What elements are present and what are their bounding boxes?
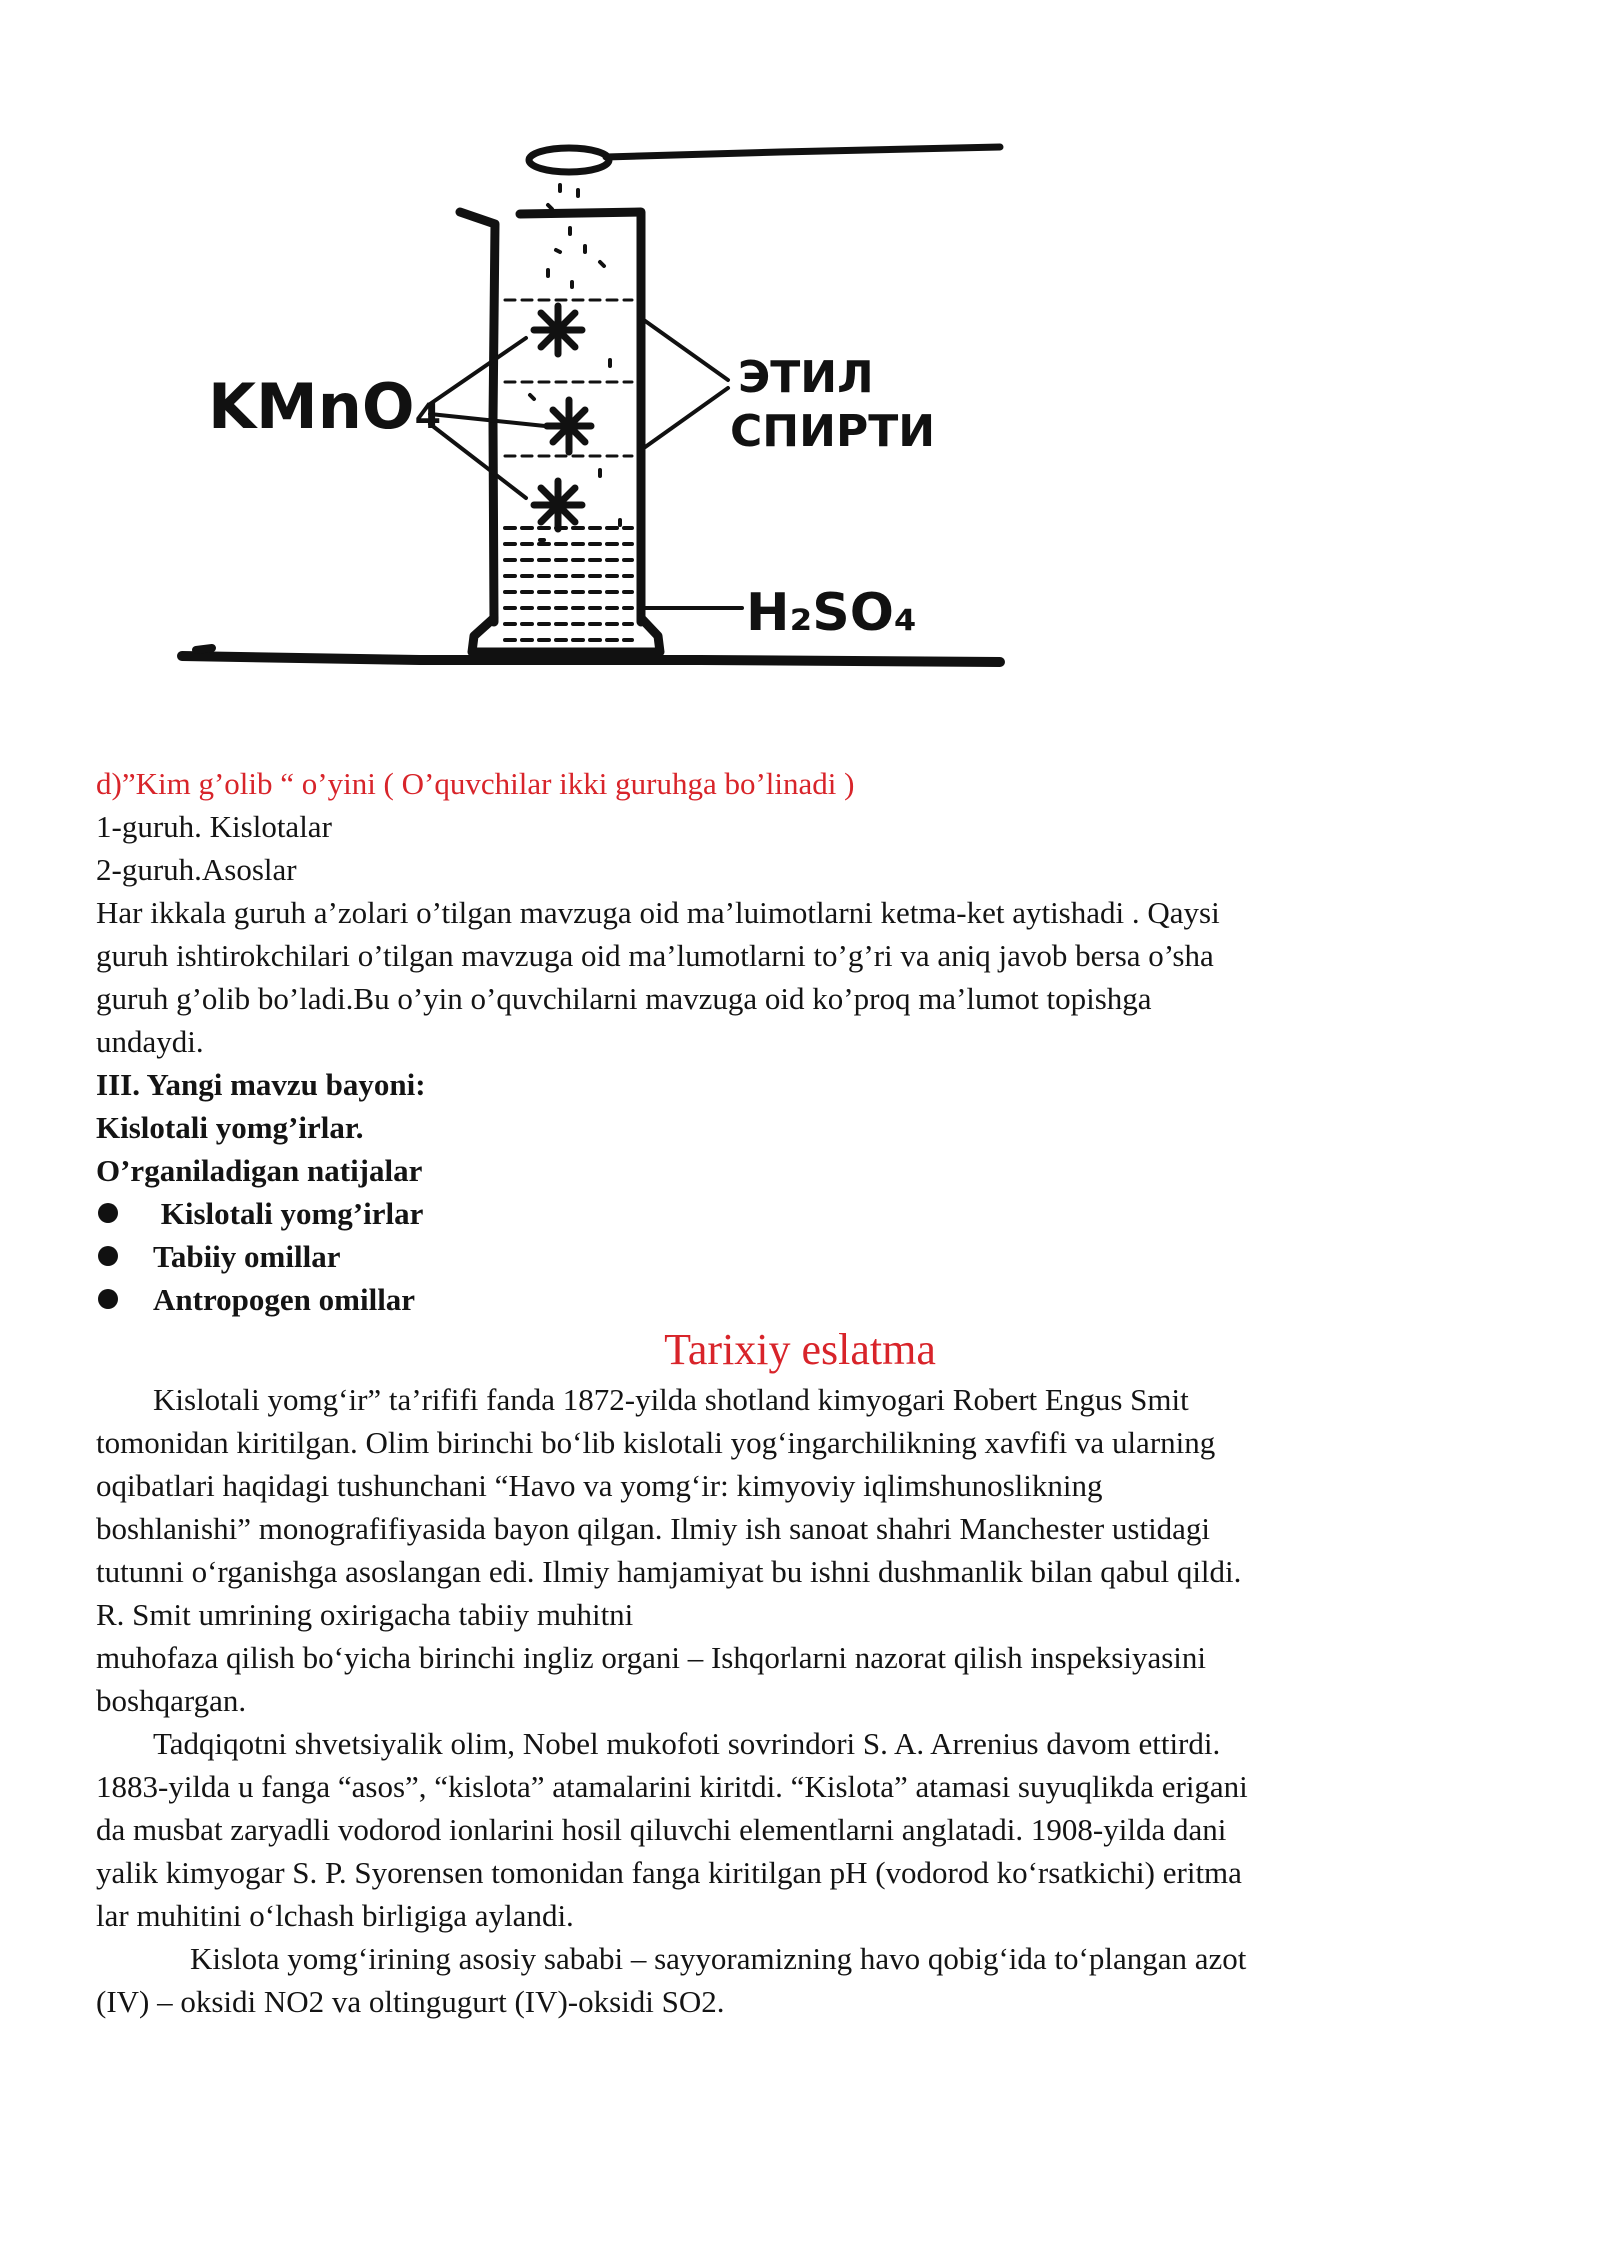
- paragraph-line: da musbat zaryadli vodorod ionlarini hosil qiluvchi elementlarni anglatadi. 1908-yilda dani: [96, 1812, 1227, 1847]
- paragraph-line: (IV) – oksidi NO2 va oltingugurt (IV)-oksidi SO2.: [96, 1984, 725, 2019]
- list-item: [96, 1235, 1576, 1278]
- paragraph-line: muhofaza qilish bo‘yicha birinchi ingliz organi – Ishqorlarni nazorat qilish inspeksiyasini: [96, 1640, 1207, 1675]
- label-pointer-lines: [430, 318, 742, 608]
- ethyl-alcohol-label-line1: ЭТИЛ: [738, 352, 874, 403]
- list-item-label: Antropogen omillar: [153, 1282, 416, 1317]
- paragraph-line: Tadqiqotni shvetsiyalik olim, Nobel mukofoti sovrindori S. A. Arrenius davom ettirdi.: [153, 1726, 1221, 1761]
- liquid-h2so4: [505, 300, 632, 640]
- bullet-icon: [98, 1203, 118, 1223]
- paragraph-line: Kislota yomg‘irining asosiy sababi – sayyoramizning havo qobig‘ida to‘plangan azot: [190, 1941, 1247, 1976]
- list-item-label: Tabiiy omillar: [153, 1239, 341, 1274]
- bullet-icon: [98, 1289, 118, 1309]
- game-paragraph: [96, 891, 1576, 1063]
- group-2: 2-guruh.Asoslar: [96, 852, 297, 887]
- paragraph-line: 1883-yilda u fanga “asos”, “kislota” atamalarini kiritdi. “Kislota” atamasi suyuqlikda erigani: [96, 1769, 1248, 1804]
- history-paragraph-3: [96, 1937, 1576, 2023]
- paragraph-line: Kislotali yomg‘ir” ta’rififi fanda 1872-yilda shotland kimyogari Robert Engus Smit: [153, 1382, 1189, 1417]
- table-line: [182, 656, 1000, 662]
- paragraph-line: undaydi.: [96, 1024, 204, 1059]
- paragraph-line: oqibatlari haqidagi tushunchani “Havo va yomg‘ir: kimyoviy iqlimshunoslikning: [96, 1468, 1103, 1503]
- list-item: [96, 1192, 1576, 1235]
- paragraph-line: guruh g’olib bo’ladi.Bu o’yin o’quvchilarni mavzuga oid ko’proq ma’lumot topishga: [96, 981, 1152, 1016]
- h2so4-label: H₂SO₄: [746, 583, 917, 643]
- kmno4-label: KMnO₄: [208, 370, 442, 443]
- list-item: [96, 1278, 1576, 1321]
- paragraph-line: yalik kimyogar S. P. Syorensen tomonidan fanga kiritilgan pH (vodorod ko‘rsatkichi) eritma: [96, 1855, 1242, 1890]
- paragraph-line: tutunni o‘rganishga asoslangan edi. Ilmiy hamjamiyat bu ishni dushmanlik bilan qabul qildi.: [96, 1554, 1242, 1589]
- paragraph-line: Har ikkala guruh a’zolari o’tilgan mavzuga oid ma’luimotlarni ketma-ket aytishadi . Qaysi: [96, 895, 1220, 930]
- paragraph-line: boshqargan.: [96, 1683, 247, 1718]
- history-paragraph-2: [96, 1722, 1576, 1937]
- game-heading: d)”Kim g’olib “ o’yini ( O’quvchilar ikki guruhga bo’linadi ): [96, 766, 855, 801]
- spoon-handle: [606, 147, 1000, 157]
- paragraph-line: guruh ishtirokchilari o’tilgan mavzuga oid ma’lumotlarni to’g’ri va aniq javob bersa o’sha: [96, 938, 1214, 973]
- ethyl-alcohol-label-line2: СПИРТИ: [730, 406, 936, 457]
- paragraph-line: boshlanishi” monografifiyasida bayon qilgan. Ilmiy ish sanoat shahri Manchester ustidagi: [96, 1511, 1211, 1546]
- paragraph-line: lar muhitini o‘lchash birligiga aylandi.: [96, 1898, 574, 1933]
- document-body: [96, 762, 1576, 2023]
- permanganate-sparks: [534, 306, 591, 529]
- outcomes-list: [96, 1192, 1576, 1321]
- history-title: Tarixiy eslatma: [664, 1325, 936, 1374]
- paragraph-line: R. Smit umrining oxirigacha tabiiy muhitni: [96, 1597, 634, 1632]
- outcomes-heading: O’rganiladigan natijalar: [96, 1153, 423, 1188]
- history-paragraph-1: [96, 1378, 1576, 1722]
- topic-title: Kislotali yomg’irlar.: [96, 1110, 364, 1145]
- bullet-icon: [98, 1246, 118, 1266]
- section-heading: III. Yangi mavzu bayoni:: [96, 1067, 426, 1102]
- list-item-label: Kislotali yomg’irlar: [153, 1196, 424, 1231]
- group-1: 1-guruh. Kislotalar: [96, 809, 332, 844]
- chemistry-apparatus-diagram: [0, 0, 1600, 720]
- spoon-bowl: [529, 148, 609, 172]
- paragraph-line: tomonidan kiritilgan. Olim birinchi bo‘lib kislotali yog‘ingarchilikning xavfifi va ularning: [96, 1425, 1216, 1460]
